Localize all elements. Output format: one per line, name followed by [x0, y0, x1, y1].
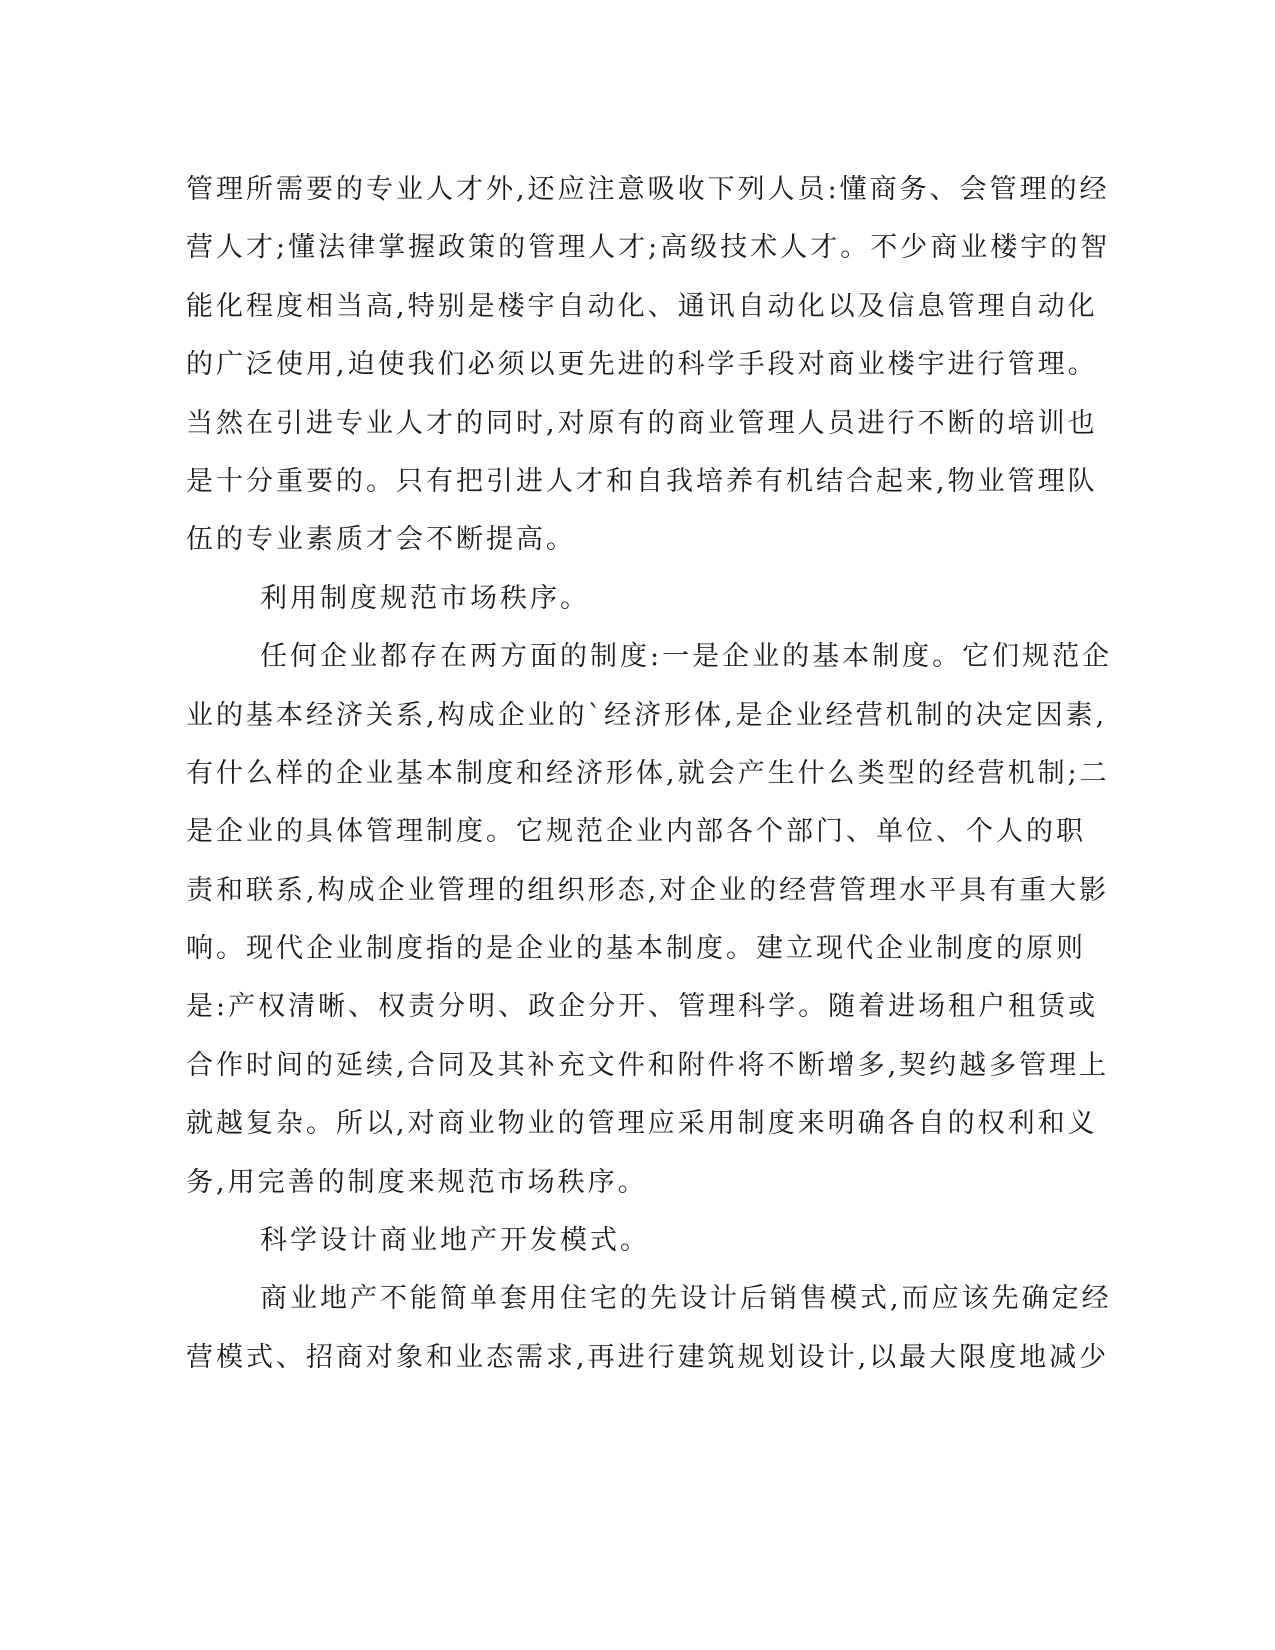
document-body [186, 161, 1113, 1387]
text-line: 是:产权清晰、权责分明、政企分开、管理科学。随着进场租户租赁或 [186, 991, 1099, 1023]
text-line: 能化程度相当高,特别是楼宇自动化、通讯自动化以及信息管理自动化 [186, 290, 1098, 322]
text-line: 伍的专业素质才会不断提高。 [186, 524, 576, 556]
text-line: 责和联系,构成企业管理的组织形态,对企业的经营管理水平具有重大影 [186, 874, 1110, 906]
text-line: 是十分重要的。只有把引进人才和自我培养有机结合起来,物业管理队 [186, 465, 1098, 497]
text-line: 是企业的具体管理制度。它规范企业内部各个部门、单位、个人的职 [186, 816, 1086, 848]
text-line: 合作时间的延续,合同及其补充文件和附件将不断增多,契约越多管理上 [186, 1049, 1110, 1081]
text-line: 管理所需要的专业人才外,还应注意吸收下列人员:懂商务、会管理的经 [186, 174, 1110, 205]
paragraph-start-line: 任何企业都存在两方面的制度:一是企业的基本制度。它们规范企 [260, 641, 1113, 673]
text-line: 务,用完善的制度来规范市场秩序。 [186, 1166, 648, 1198]
text-line: 的广泛使用,迫使我们必须以更先进的科学手段对商业楼宇进行管理。 [186, 349, 1098, 381]
text-line: 响。现代企业制度指的是企业的基本制度。建立现代企业制度的原则 [186, 933, 1086, 965]
text-line: 当然在引进专业人才的同时,对原有的商业管理人员进行不断的培训也 [186, 407, 1098, 439]
paragraph-start-line: 商业地产不能简单套用住宅的先设计后销售模式,而应该先确定经 [260, 1283, 1112, 1315]
text-line: 营人才;懂法律掌握政策的管理人才;高级技术人才。不少商业楼宇的智 [186, 232, 1111, 264]
section-heading: 利用制度规范市场秩序。 [260, 582, 590, 614]
text-line: 营模式、招商对象和业态需求,再进行建筑规划设计,以最大限度地减少 [186, 1341, 1110, 1373]
text-line: 有什么样的企业基本制度和经济形体,就会产生什么类型的经营机制;二 [186, 757, 1110, 789]
text-line: 就越复杂。所以,对商业物业的管理应采用制度来明确各自的权利和义 [186, 1108, 1098, 1140]
section-heading: 科学设计商业地产开发模式。 [260, 1225, 650, 1257]
text-line: 业的基本经济关系,构成企业的`经济形体,是企业经营机制的决定因素, [186, 699, 1108, 731]
